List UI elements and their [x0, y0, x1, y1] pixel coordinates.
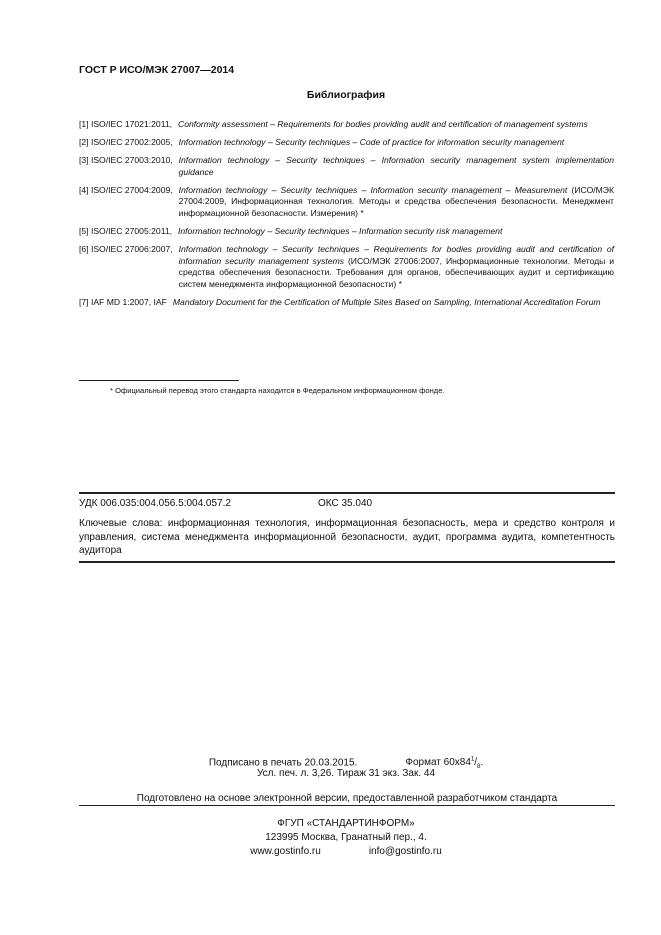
publisher-email: info@gostinfo.ru: [368, 846, 442, 857]
footnote-divider: [79, 380, 239, 381]
prepared-note: Подготовлено на основе электронной версии, предоставленной разработчиком стандарта: [136, 793, 558, 804]
entry-code: [3] ISO/IEC 27003:2010,: [79, 155, 173, 166]
publisher-name: ФГУП «СТАНДАРТИНФОРМ»: [277, 818, 415, 829]
publisher-address: 123995 Москва, Гранатный пер., 4.: [265, 832, 427, 843]
standard-header: ГОСТ Р ИСО/МЭК 27007—2014: [79, 64, 235, 76]
divider-bottom: [79, 561, 615, 563]
publisher-website: www.gostinfo.ru: [250, 846, 321, 857]
entry-code: [7] IAF MD 1:2007, IAF: [79, 297, 167, 308]
entry-title: Information technology – Security techniques – Code of practice for information security management: [178, 137, 565, 148]
bibliography-entry: [79, 297, 614, 309]
entry-translation-note: (ИСО/МЭК 27004:2009, Информационная технология. Методы и средства обеспечения безопасности. Менеджмент информационной безопасности. Измерения) *: [178, 184, 614, 219]
bibliography-entry: [79, 185, 614, 220]
bibliography-entry: [79, 244, 614, 290]
footnote: * Официальный перевод этого стандарта находится в Федеральном информационном фонде.: [110, 386, 445, 395]
classification-row: [79, 498, 373, 509]
entry-code: [6] ISO/IEC 27006:2007,: [79, 244, 173, 255]
oks-code: ОКС 35.040: [318, 498, 373, 509]
udc-code: УДК 006.035:004.056.5:004.057.2: [79, 498, 231, 509]
bibliography-title: Библиография: [306, 89, 386, 101]
bibliography-list: [79, 119, 614, 315]
entry-translation-note: (ИСО/МЭК 27006:2007, Информационные технологии. Методы и средства обеспечения безопасности. Требования для органов, обеспечивающих аудит и сертификацию систем менеджмента информационной безопасности) *: [178, 255, 614, 290]
publisher-contacts: [0, 845, 661, 859]
entry-title: Conformity assessment – Requirements for bodies providing audit and certification of management systems: [178, 119, 588, 129]
entry-title: Mandatory Document for the Certification of Multiple Sites Based on Sampling, International Accreditation Forum: [172, 297, 601, 308]
entry-code: [1] ISO/IEC 17021:2011,: [79, 119, 172, 129]
bibliography-entry: [79, 137, 614, 149]
entry-title: Information technology – Security techniques – Information security risk management: [178, 226, 503, 237]
publisher-block: [0, 817, 661, 859]
divider-top: [79, 492, 615, 494]
entry-code: [4] ISO/IEC 27004:2009,: [79, 184, 173, 195]
prepared-divider: [79, 805, 615, 806]
bibliography-entry: [79, 119, 614, 131]
keywords: Ключевые слова: информационная технология, информационная безопасность, мера и средство контроля и управления, система менеджмента информационной безопасности, аудит, программа аудита, компетентность аудитора: [79, 518, 615, 556]
entry-title: Information technology – Security techniques – Information security management – Measurement (ИСО/МЭК 27004:2009, Информационная технология. Методы и средства обеспечения безопасности. Менеджмент информационной безопасности. Измерения) *: [178, 184, 614, 219]
print-format: Формат $60x84^1/_8$.: [405, 757, 484, 771]
print-details: Усл. печ. л. 3,26. Тираж 31 экз. Зак. 44: [256, 768, 436, 779]
bibliography-entry: [79, 155, 614, 178]
entry-code: [5] ISO/IEC 27005:2011,: [79, 226, 172, 237]
bibliography-entry: [79, 226, 614, 238]
entry-title: Information technology – Security techniques – Information security management system implementation guidance: [178, 155, 614, 177]
signed-date: Подписано в печать 20.03.2015.: [208, 757, 358, 769]
entry-title: Information technology – Security techniques – Requirements for bodies providing audit and certification of information security management systems (ИСО/МЭК 27006:2007, Информационные технологии. Методы и средства обеспечения безопасности. Требования для органов, обеспечивающих аудит и сертификацию систем менеджмента информационной безопасности) *: [178, 244, 614, 290]
entry-code: [2] ISO/IEC 27002:2005,: [79, 137, 173, 148]
